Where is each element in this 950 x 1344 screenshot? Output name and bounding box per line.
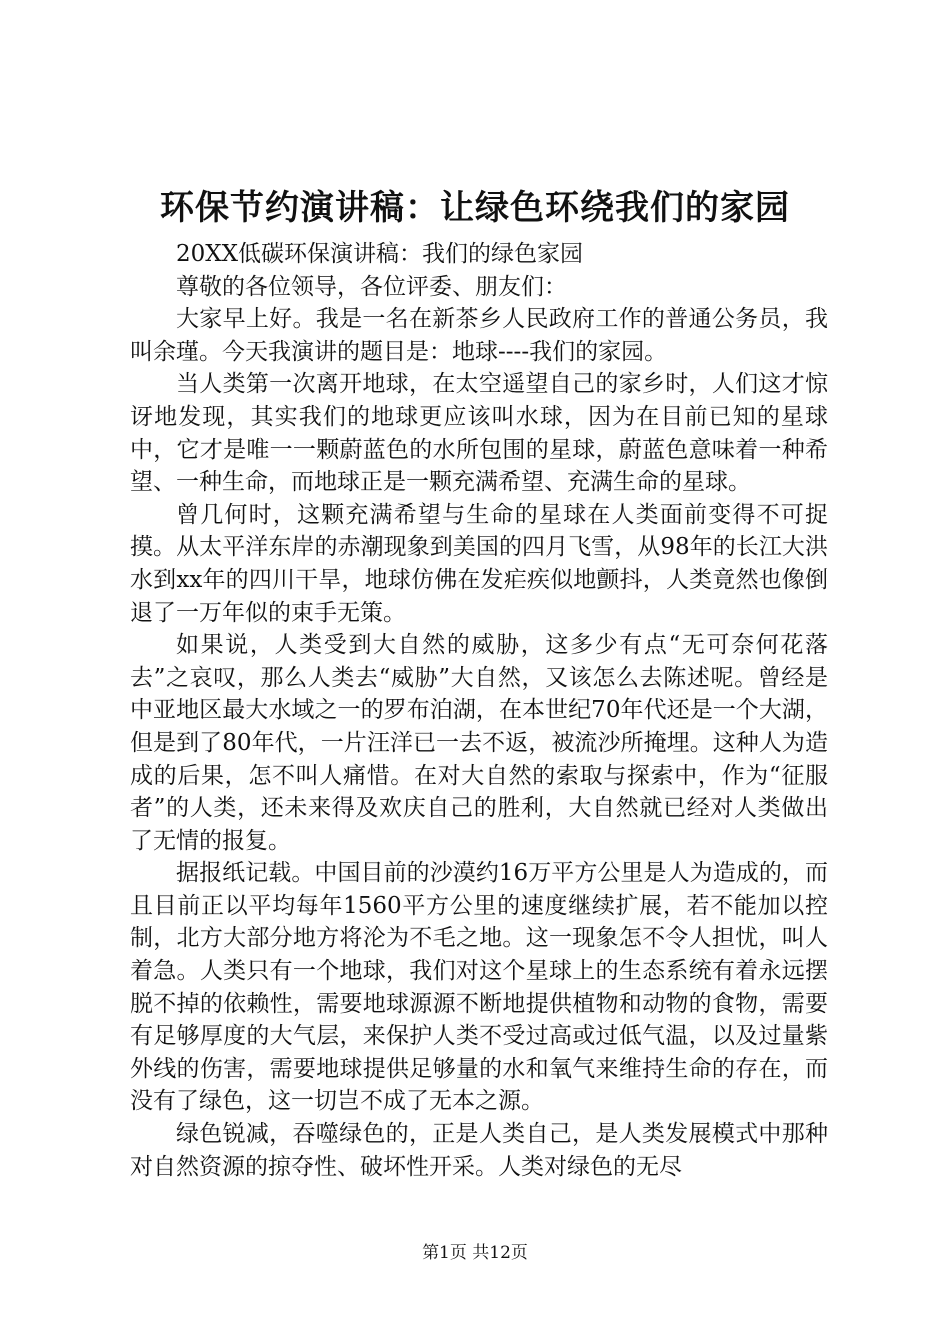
paragraph: 绿色锐减，吞噬绿色的，正是人类自己，是人类发展模式中那种对自然资源的掠夺性、破坏性开采。人类对绿色的无尽	[130, 1121, 828, 1180]
paragraph: 如果说，人类受到大自然的威胁，这多少有点“无可奈何花落去”之哀叹，那么人类去“威胁”大自然，又该怎么去陈述呢。曾经是中亚地区最大水域之一的罗布泊湖，在本世纪70年代还是一个大湖，但是到了80年代，一片汪洋已一去不返，被流沙所掩埋。这种人为造成的后果，怎不叫人痛惜。在对大自然的索取与探索中，作为“征服者”的人类，还未来得及欢庆自己的胜利，大自然就已经对人类做出了无情的报复。	[130, 632, 828, 854]
paragraph: 大家早上好。我是一名在新茶乡人民政府工作的普通公务员，我叫余瑾。今天我演讲的题目是：地球----我们的家园。	[130, 306, 828, 365]
page-number-footer: 第1页 共12页	[422, 1243, 528, 1263]
paragraph-salutation: 尊敬的各位领导，各位评委、朋友们：	[176, 273, 567, 300]
document-body	[130, 238, 828, 1183]
document-title: 环保节约演讲稿：让绿色环绕我们的家园	[160, 188, 790, 228]
paragraph-subtitle: 20XX低碳环保演讲稿：我们的绿色家园	[176, 241, 584, 267]
paragraph: 据报纸记载。中国目前的沙漠约16万平方公里是人为造成的，而且目前正以平均每年1560平方公里的速度继续扩展，若不能加以控制，北方大部分地方将沦为不毛之地。这一现象怎不令人担忧，叫人着急。人类只有一个地球，我们对这个星球上的生态系统有着永远摆脱不掉的依赖性，需要地球源源不断地提供植物和动物的食物，需要有足够厚度的大气层，来保护人类不受过高或过低气温，以及过量紫外线的伤害，需要地球提供足够量的水和氧气来维持生命的存在，而没有了绿色，这一切岂不成了无本之源。	[130, 860, 828, 1115]
paragraph: 曾几何时，这颗充满希望与生命的星球在人类面前变得不可捉摸。从太平洋东岸的赤潮现象到美国的四月飞雪，从98年的长江大洪水到xx年的四川干旱，地球仿佛在发疟疾似地颤抖，人类竟然也像倒退了一万年似的束手无策。	[130, 501, 828, 626]
paragraph: 当人类第一次离开地球，在太空遥望自己的家乡时，人们这才惊讶地发现，其实我们的地球更应该叫水球，因为在目前已知的星球中，它才是唯一一颗蔚蓝色的水所包围的星球，蔚蓝色意味着一种希望、一种生命，而地球正是一颗充满希望、充满生命的星球。	[130, 371, 828, 496]
